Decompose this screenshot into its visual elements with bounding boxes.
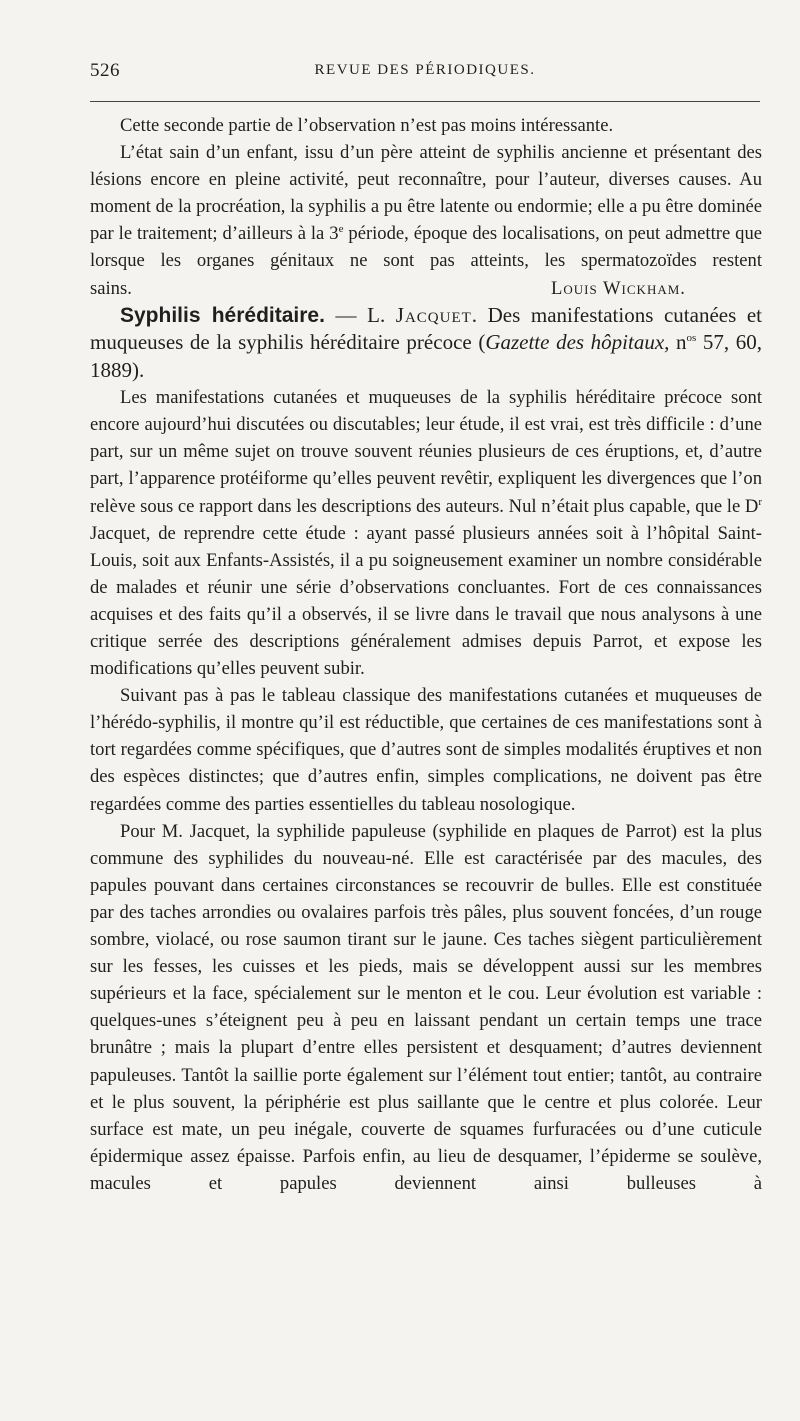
article1-paragraph-1 <box>90 112 762 139</box>
heading-issue: 57, 60, 1889). <box>90 330 763 382</box>
heading-text: . Des manifestations cutanées et muqueuses de la syphilis héréditaire précoce ( <box>90 302 763 355</box>
article1-paragraph-1-text: Cette seconde partie de l’observation n’est pas moins intéressante. <box>120 115 614 136</box>
article1-paragraph-2 <box>90 139 762 274</box>
author-signature: Louis Wickham. <box>551 277 686 299</box>
heading-author: Jacquet <box>395 302 472 327</box>
heading-issue-superscript: os <box>686 332 697 345</box>
article2-paragraph-1-text: Les manifestations cutanées et muqueuses de la syphilis héréditaire précoce sont encore aujourd’hui discutées ou discutables; leur étude, il est vrai, est très difficile : d’une part, sur un même sujet on trouve souvent réunies plusieurs de ces éruptions, et, d’autre part, l’apparence protéiforme qu’elles peuvent revêtir, expliquent les divergences que l’on relève sous ce rapport dans les descriptions des auteurs. Nul n’était plus capable, que le D <box>90 387 762 517</box>
article1-paragraph-2-last-word: sains. <box>90 277 132 299</box>
article2-paragraph-1 <box>90 384 762 682</box>
heading-dash: — L. <box>324 302 396 327</box>
article2-heading <box>90 302 762 385</box>
article2-title: Syphilis héréditaire. <box>120 303 325 327</box>
article1-last-line <box>90 275 762 302</box>
running-title: REVUE DES PÉRIODIQUES. <box>314 62 536 78</box>
article2-paragraph-2: Suivant pas à pas le tableau classique des manifestations cutanées et muqueuses de l’hérédo-syphilis, il montre qu’il est réductible, que certaines de ces manifestations sont à tort regardées comme spécifiques, que d’autres sont de simples modalités éruptives et non des espèces distinctes; que d’autres enfin, simples complications, ne doivent pas être regardées comme des parties essentielles du tableau nosologique. <box>90 685 762 815</box>
doctor-superscript: r <box>758 495 762 508</box>
article2-paragraph-1-text-end: Jacquet, de reprendre cette étude : ayant passé plusieurs années soit à l’hôpital Saint-Louis, soit aux Enfants-Assistés, il a pu soigneusement examiner un nombre considérable de malades et réunir une série d’observations concluantes. Fort de ces connaissances acquises et des faits qu’il a observés, il se livre dans le travail que nous analysons à une critique serrée des descriptions généralement admises depuis Parrot, et expose les modifications qu’elles peuvent subir. <box>90 522 762 680</box>
article1-paragraph-2-text: L’état sain d’un enfant, issu d’un père atteint de syphilis ancienne et présentant des lésions encore en pleine activité, peut reconnaître, pour l’auteur, diverses causes. Au moment de la procréation, la syphilis a pu être latente ou endormie; elle a pu être dominée par le traitement; d’ailleurs à la 3 <box>90 142 762 245</box>
page-body <box>90 112 762 1197</box>
heading-journal: Gazette des hôpitaux, <box>485 330 670 355</box>
page-number: 526 <box>90 60 120 81</box>
ordinal-superscript: e <box>338 223 344 236</box>
article1-paragraph-2-text-end: période, époque des localisations, on peut admettre que lorsque les organes génitaux ne sont pas atteints, les spermatozoïdes restent <box>90 223 762 272</box>
header-rule <box>90 101 760 102</box>
page-header <box>90 60 760 86</box>
heading-issue-prefix: n <box>669 330 687 355</box>
article2-paragraph-3: Pour M. Jacquet, la syphilide papuleuse (syphilide en plaques de Parrot) est la plus commune des syphilides du nouveau-né. Elle est caractérisée par des macules, des papules pouvant dans certaines circonstances se recouvrir de bulles. Elle est constituée par des taches arrondies ou ovalaires parfois très pâles, plus souvent foncées, d’un rouge sombre, violacé, ou rose saumon tirant sur le jaune. Ces taches siègent particulièrement sur les fesses, les cuisses et les pieds, mais se développent aussi sur les membres supérieurs et la face, spécialement sur le menton et le cou. Leur évolution est variable : quelques-unes s’éteignent peu à peu en laissant pendant un certain temps une trace brunâtre ; mais la plupart d’entre elles persistent et desquament; d’autres deviennent papuleuses. Tantôt la saillie porte également sur l’élément tout entier; tantôt, au contraire et le plus souvent, la périphérie est plus saillante que le centre et plus colorée. Leur surface est mate, un peu inégale, couverte de squames furfuracées ou d’une cuticule épidermique assez épaisse. Parfois enfin, au lieu de desquamer, l’épiderme se soulève, macules et papules deviennent ainsi bulleuses à <box>90 820 762 1194</box>
